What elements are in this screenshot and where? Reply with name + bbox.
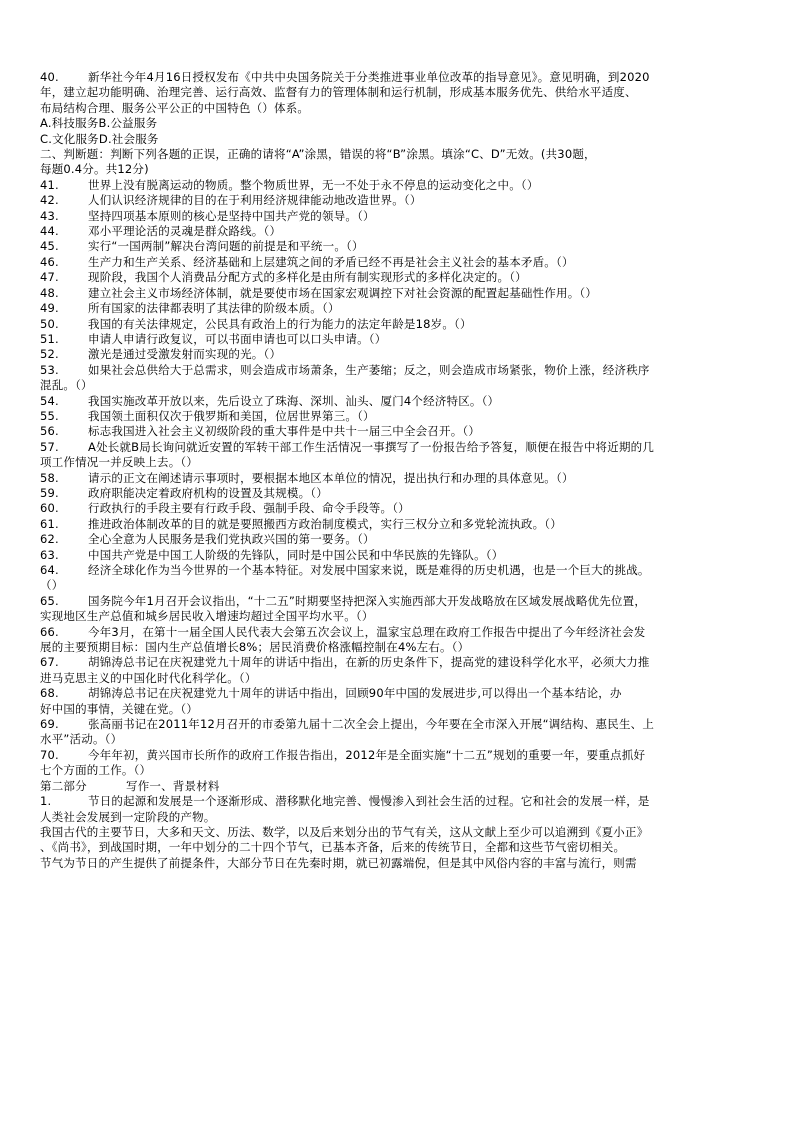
question-text-cont: 年，建立起功能明确、治理完善、运行高效、监督有力的管理体制和运行机制，形成基本服务优先、供给水平适度、 — [40, 85, 637, 100]
paragraph-1 — [40, 794, 764, 825]
paragraph-text: 节日的起源和发展是一个逐渐形成、潜移默化地完善、慢慢渗入到社会生活的过程。它和社会的发展一样，是 — [88, 794, 650, 809]
question-number: 49. — [40, 301, 59, 316]
question-text-cont: 七个方面的工作。（） — [40, 763, 152, 778]
question-item — [40, 317, 764, 332]
question-number: 47. — [40, 270, 59, 285]
question-number: 64. — [40, 563, 59, 577]
question-text: 我国实施改革开放以来，先后设立了珠海、深圳、汕头、厦门4个经济特区。（） — [88, 393, 500, 408]
question-item — [40, 424, 764, 439]
question-item — [40, 748, 764, 779]
question-number: 60. — [40, 501, 59, 516]
question-item — [40, 193, 764, 208]
question-text: 生产力和生产关系、经济基础和上层建筑之间的矛盾已经不再是社会主义社会的基本矛盾。（） — [88, 254, 574, 269]
question-item — [40, 440, 764, 471]
question-number: 66. — [40, 624, 59, 639]
question-text: 新华社今年4月16日授权发布《中共中央国务院关于分类推进事业单位改革的指导意见》。意见明确，到2020 — [88, 70, 650, 84]
section-heading — [40, 147, 764, 178]
question-text-cont: 进马克思主义的中国化时代化科学化。（） — [40, 670, 257, 685]
paragraph-text: 我国古代的主要节日，大多和天文、历法、数学，以及后来划分出的节气有关，这从文献上至少可以追溯到《夏小正》 — [40, 824, 649, 839]
question-number: 57. — [40, 439, 59, 454]
question-text: 人们认识经济规律的目的在于利用经济规律能动地改造世界。（） — [88, 193, 422, 208]
question-item — [40, 286, 764, 301]
question-text: 张高丽书记在2011年12月召开的市委第九届十二次全会上提出，今年要在全市深入开展“调结构、惠民生、上 — [88, 717, 655, 732]
question-number: 68. — [40, 686, 59, 701]
section-heading-line: 二、判断题：判断下列各题的正误，正确的请将“A”涂黑，错误的将“B”涂黑。填涂“C、D”无效。(共30题， — [40, 147, 596, 162]
question-item — [40, 224, 764, 239]
question-list — [40, 178, 764, 779]
question-40 — [40, 70, 764, 116]
question-number: 48. — [40, 285, 59, 300]
part-title: 第二部分 — [40, 778, 87, 793]
question-text: 邓小平理论活的灵魂是群众路线。（） — [88, 224, 282, 239]
question-text: 所有国家的法律都表明了其法律的阶级本质。（） — [88, 301, 340, 316]
question-text: 胡锦涛总书记在庆祝建党九十周年的讲话中指出，回顾90年中国的发展进步,可以得出一个基本结论，办 — [88, 686, 622, 701]
question-item — [40, 655, 764, 686]
question-item — [40, 517, 764, 532]
question-text: 我国的有关法律规定，公民具有政治上的行为能力的法定年龄是18岁。（） — [88, 316, 472, 331]
question-number: 63. — [40, 547, 59, 562]
question-text: 推进政治体制改革的目的就是要照搬西方政治制度模式，实行三权分立和多党轮流执政。（） — [88, 516, 562, 531]
question-number: 50. — [40, 316, 59, 331]
question-number: 65. — [40, 593, 59, 608]
question-text-cont: 实现地区生产总值和城乡居民收入增速均超过全国平均水平。（） — [40, 609, 374, 624]
question-number: 40. — [40, 70, 59, 84]
paragraph-2 — [40, 825, 764, 856]
paragraph-text-cont: 、《尚书》，到战国时期，一年中划分的二十四个节气，已基本齐备，后来的传统节日，全都和这些节气密切相关。 — [40, 840, 626, 855]
question-number: 44. — [40, 224, 59, 239]
question-item — [40, 471, 764, 486]
question-number: 70. — [40, 747, 59, 762]
question-text-cont: 水平”活动。（） — [40, 732, 123, 747]
question-item — [40, 239, 764, 254]
question-number: 62. — [40, 532, 59, 547]
question-text: 胡锦涛总书记在庆祝建党九十周年的讲话中指出，在新的历史条件下，提高党的建设科学化水平，必须大力推 — [88, 655, 650, 670]
question-text: A处长就B局长询问就近安置的军转干部工作生活情况一事撰写了一份报告给予答复，顺便在报告中将近期的几 — [88, 439, 655, 454]
question-item — [40, 347, 764, 362]
question-item — [40, 501, 764, 516]
question-number: 53. — [40, 362, 59, 377]
question-text-cont: 项工作情况一并反映上去。（） — [40, 455, 199, 470]
question-item — [40, 409, 764, 424]
question-text: 如果社会总供给大于总需求，则会造成市场萧条，生产萎缩；反之，则会造成市场紧张，物价上涨，经济秩序 — [88, 362, 650, 377]
question-number: 45. — [40, 239, 59, 254]
question-item — [40, 625, 764, 656]
question-number: 43. — [40, 208, 59, 223]
question-text: 坚持四项基本原则的核心是坚持中国共产党的领导。（） — [88, 208, 375, 223]
question-item — [40, 548, 764, 563]
question-number: 56. — [40, 424, 59, 439]
question-item — [40, 255, 764, 270]
question-text: 世界上没有脱离运动的物质。整个物质世界，无一不处于永不停息的运动变化之中。（） — [88, 177, 539, 192]
paragraph-3 — [40, 856, 764, 871]
question-text: 今年年初，黄兴国市长所作的政府工作报告指出，2012年是全面实施“十二五”规划的重要一年，要重点抓好 — [88, 747, 646, 762]
question-number: 41. — [40, 177, 59, 192]
part-subtitle: 写作一、背景材料 — [126, 778, 220, 793]
question-number: 55. — [40, 408, 59, 423]
question-number: 42. — [40, 193, 59, 208]
question-text-cont: 混乱。（） — [40, 378, 93, 393]
question-item — [40, 363, 764, 394]
question-item — [40, 270, 764, 285]
question-text-cont: 布局结构合理、服务公平公正的中国特色（）体系。 — [40, 100, 310, 115]
question-text: 实行“一国两制”解决台湾问题的前提是和平统一。（） — [88, 239, 364, 254]
question-item — [40, 686, 764, 717]
question-text: 现阶段，我国个人消费品分配方式的多样化是由所有制实现形式的多样化决定的。（） — [88, 270, 527, 285]
question-text: 政府职能决定着政府机构的设置及其规模。（） — [88, 485, 328, 500]
question-item — [40, 394, 764, 409]
question-item — [40, 594, 764, 625]
question-item — [40, 178, 764, 193]
question-text-cont: 好中国的事情，关键在党。（） — [40, 701, 199, 716]
question-text: 申请人申请行政复议，可以书面申请也可以口头申请。（） — [88, 331, 387, 346]
question-number: 52. — [40, 347, 59, 362]
question-number: 51. — [40, 331, 59, 346]
question-text: 经济全球化作为当今世界的一个基本特征。对发展中国家来说，既是难得的历史机遇，也是一个巨大的挑战。 — [88, 563, 650, 577]
question-item — [40, 209, 764, 224]
option-ab: A.科技服务B.公益服务 — [40, 116, 158, 131]
question-number: 58. — [40, 470, 59, 485]
question-text: 中国共产党是中国工人阶级的先锋队，同时是中国公民和中华民族的先锋队。（） — [88, 547, 504, 562]
question-text: 今年3月，在第十一届全国人民代表大会第五次会议上，温家宝总理在政府工作报告中提出了今年经济社会发 — [88, 624, 646, 639]
part-two-heading — [40, 779, 764, 794]
question-text: 我国领土面积仅次于俄罗斯和美国，位居世界第三。（） — [88, 408, 375, 423]
question-item — [40, 717, 764, 748]
question-item — [40, 486, 764, 501]
question-item — [40, 301, 764, 316]
question-text: 请示的正文在阐述请示事项时，要根据本地区本单位的情况，提出执行和办理的具体意见。（） — [88, 470, 574, 485]
question-number: 54. — [40, 393, 59, 408]
question-text: 标志我国进入社会主义初级阶段的重大事件是中共十一届三中全会召开。（） — [88, 424, 481, 439]
question-text: 行政执行的手段主要有行政手段、强制手段、命令手段等。（） — [88, 501, 410, 516]
question-item — [40, 532, 764, 547]
question-number: 67. — [40, 655, 59, 670]
paragraph-number: 1. — [40, 794, 52, 809]
question-text-cont: （） — [40, 578, 64, 593]
question-number: 69. — [40, 717, 59, 732]
question-text: 建立社会主义市场经济体制，就是要使市场在国家宏观调控下对社会资源的配置起基础性作用。（） — [88, 285, 598, 300]
section-heading-line: 每题0.4分。共12分) — [40, 162, 149, 177]
question-number: 59. — [40, 485, 59, 500]
question-item — [40, 563, 764, 594]
paragraph-text: 节气为节日的产生提供了前提条件，大部分节日在先秦时期，就已初露端倪，但是其中风俗内容的丰富与流行，则需 — [40, 855, 637, 870]
question-number: 61. — [40, 516, 59, 531]
question-item — [40, 332, 764, 347]
document-page — [40, 70, 764, 871]
question-text: 国务院今年1月召开会议指出，“十二五”时期要坚持把深入实施西部大开发战略放在区域发展战略优先位置， — [88, 593, 647, 608]
option-cd: C.文化服务D.社会服务 — [40, 131, 159, 146]
question-text: 激光是通过受激发射而实现的光。（） — [88, 347, 282, 362]
question-text-cont: 展的主要预期目标：国内生产总值增长8%；居民消费价格涨幅控制在4%左右。（） — [40, 640, 470, 655]
paragraph-text-cont: 人类社会发展到一定阶段的产物。 — [40, 809, 216, 824]
question-number: 46. — [40, 254, 59, 269]
question-text: 全心全意为人民服务是我们党执政兴国的第一要务。（） — [88, 532, 375, 547]
